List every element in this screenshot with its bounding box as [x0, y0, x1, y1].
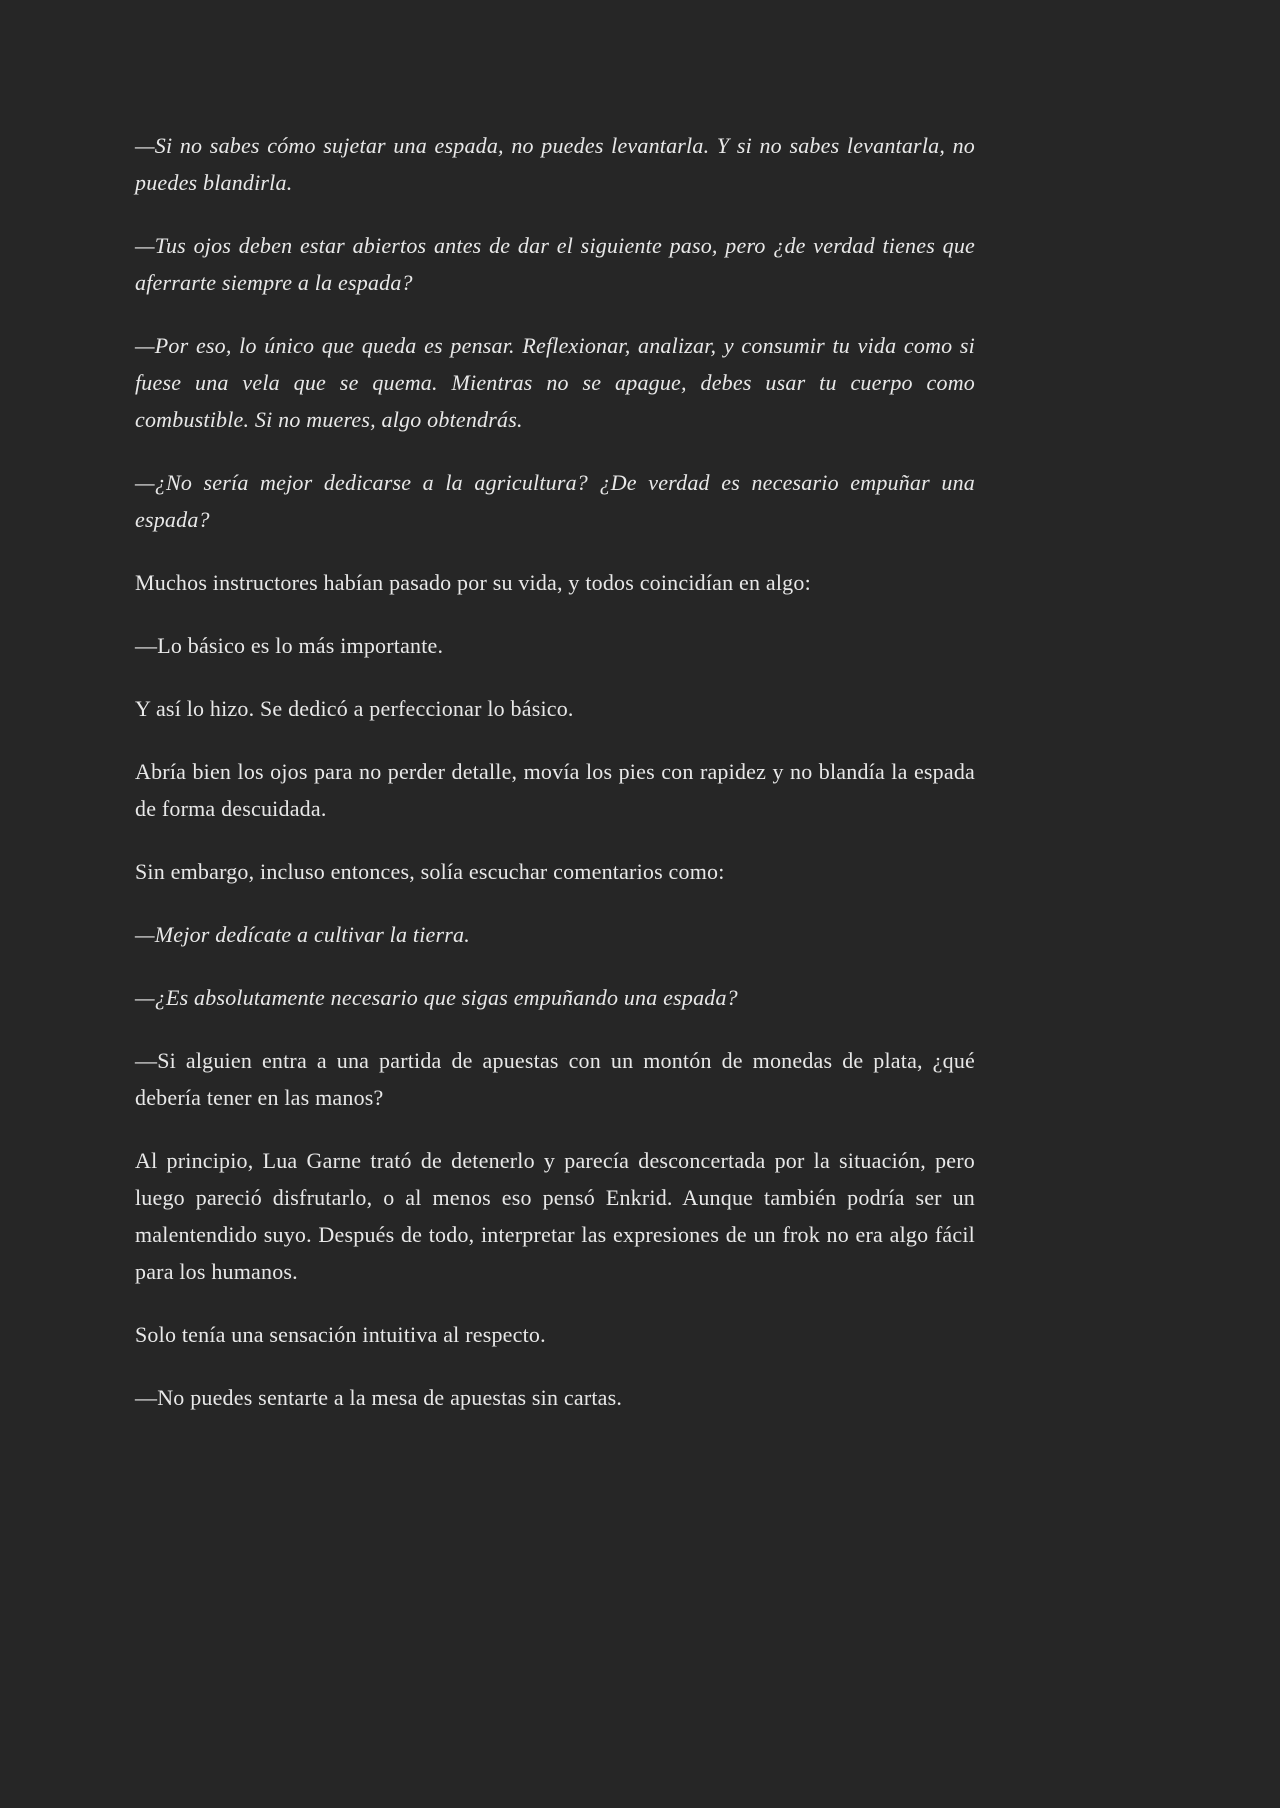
paragraph: Y así lo hizo. Se dedicó a perfeccionar lo básico.	[135, 696, 574, 721]
paragraph: Abría bien los ojos para no perder detalle, movía los pies con rapidez y no blandía la espada de forma descuidada.	[135, 759, 975, 821]
paragraph: —Por eso, lo único que queda es pensar. Reflexionar, analizar, y consumir tu vida como si fuese una vela que se quema. Mientras no se apague, debes usar tu cuerpo como combustible. Si no mueres, algo obtendrás.	[135, 333, 975, 432]
paragraph: —Si alguien entra a una partida de apuestas con un montón de monedas de plata, ¿qué debería tener en las manos?	[135, 1048, 975, 1110]
paragraph: —Mejor dedícate a cultivar la tierra.	[135, 922, 470, 947]
paragraph: —¿No sería mejor dedicarse a la agricultura? ¿De verdad es necesario empuñar una espada?	[135, 470, 975, 532]
paragraph: Sin embargo, incluso entonces, solía escuchar comentarios como:	[135, 859, 725, 884]
paragraph: —Tus ojos deben estar abiertos antes de dar el siguiente paso, pero ¿de verdad tienes que aferrarte siempre a la espada?	[135, 233, 975, 295]
paragraph: —Si no sabes cómo sujetar una espada, no puedes levantarla. Y si no sabes levantarla, no puedes blandirla.	[135, 133, 975, 195]
paragraph: —No puedes sentarte a la mesa de apuestas sin cartas.	[135, 1385, 623, 1410]
paragraph: Muchos instructores habían pasado por su vida, y todos coincidían en algo:	[135, 570, 811, 595]
paragraph: —Lo básico es lo más importante.	[135, 633, 444, 658]
paragraph: Al principio, Lua Garne trató de detenerlo y parecía desconcertada por la situación, pero luego pareció disfrutarlo, o al menos eso pensó Enkrid. Aunque también podría ser un malentendido suyo. Después de todo, interpretar las expresiones de un frok no era algo fácil para los humanos.	[135, 1148, 975, 1284]
paragraph: Solo tenía una sensación intuitiva al respecto.	[135, 1322, 546, 1347]
paragraph: —¿Es absolutamente necesario que sigas empuñando una espada?	[135, 985, 738, 1010]
